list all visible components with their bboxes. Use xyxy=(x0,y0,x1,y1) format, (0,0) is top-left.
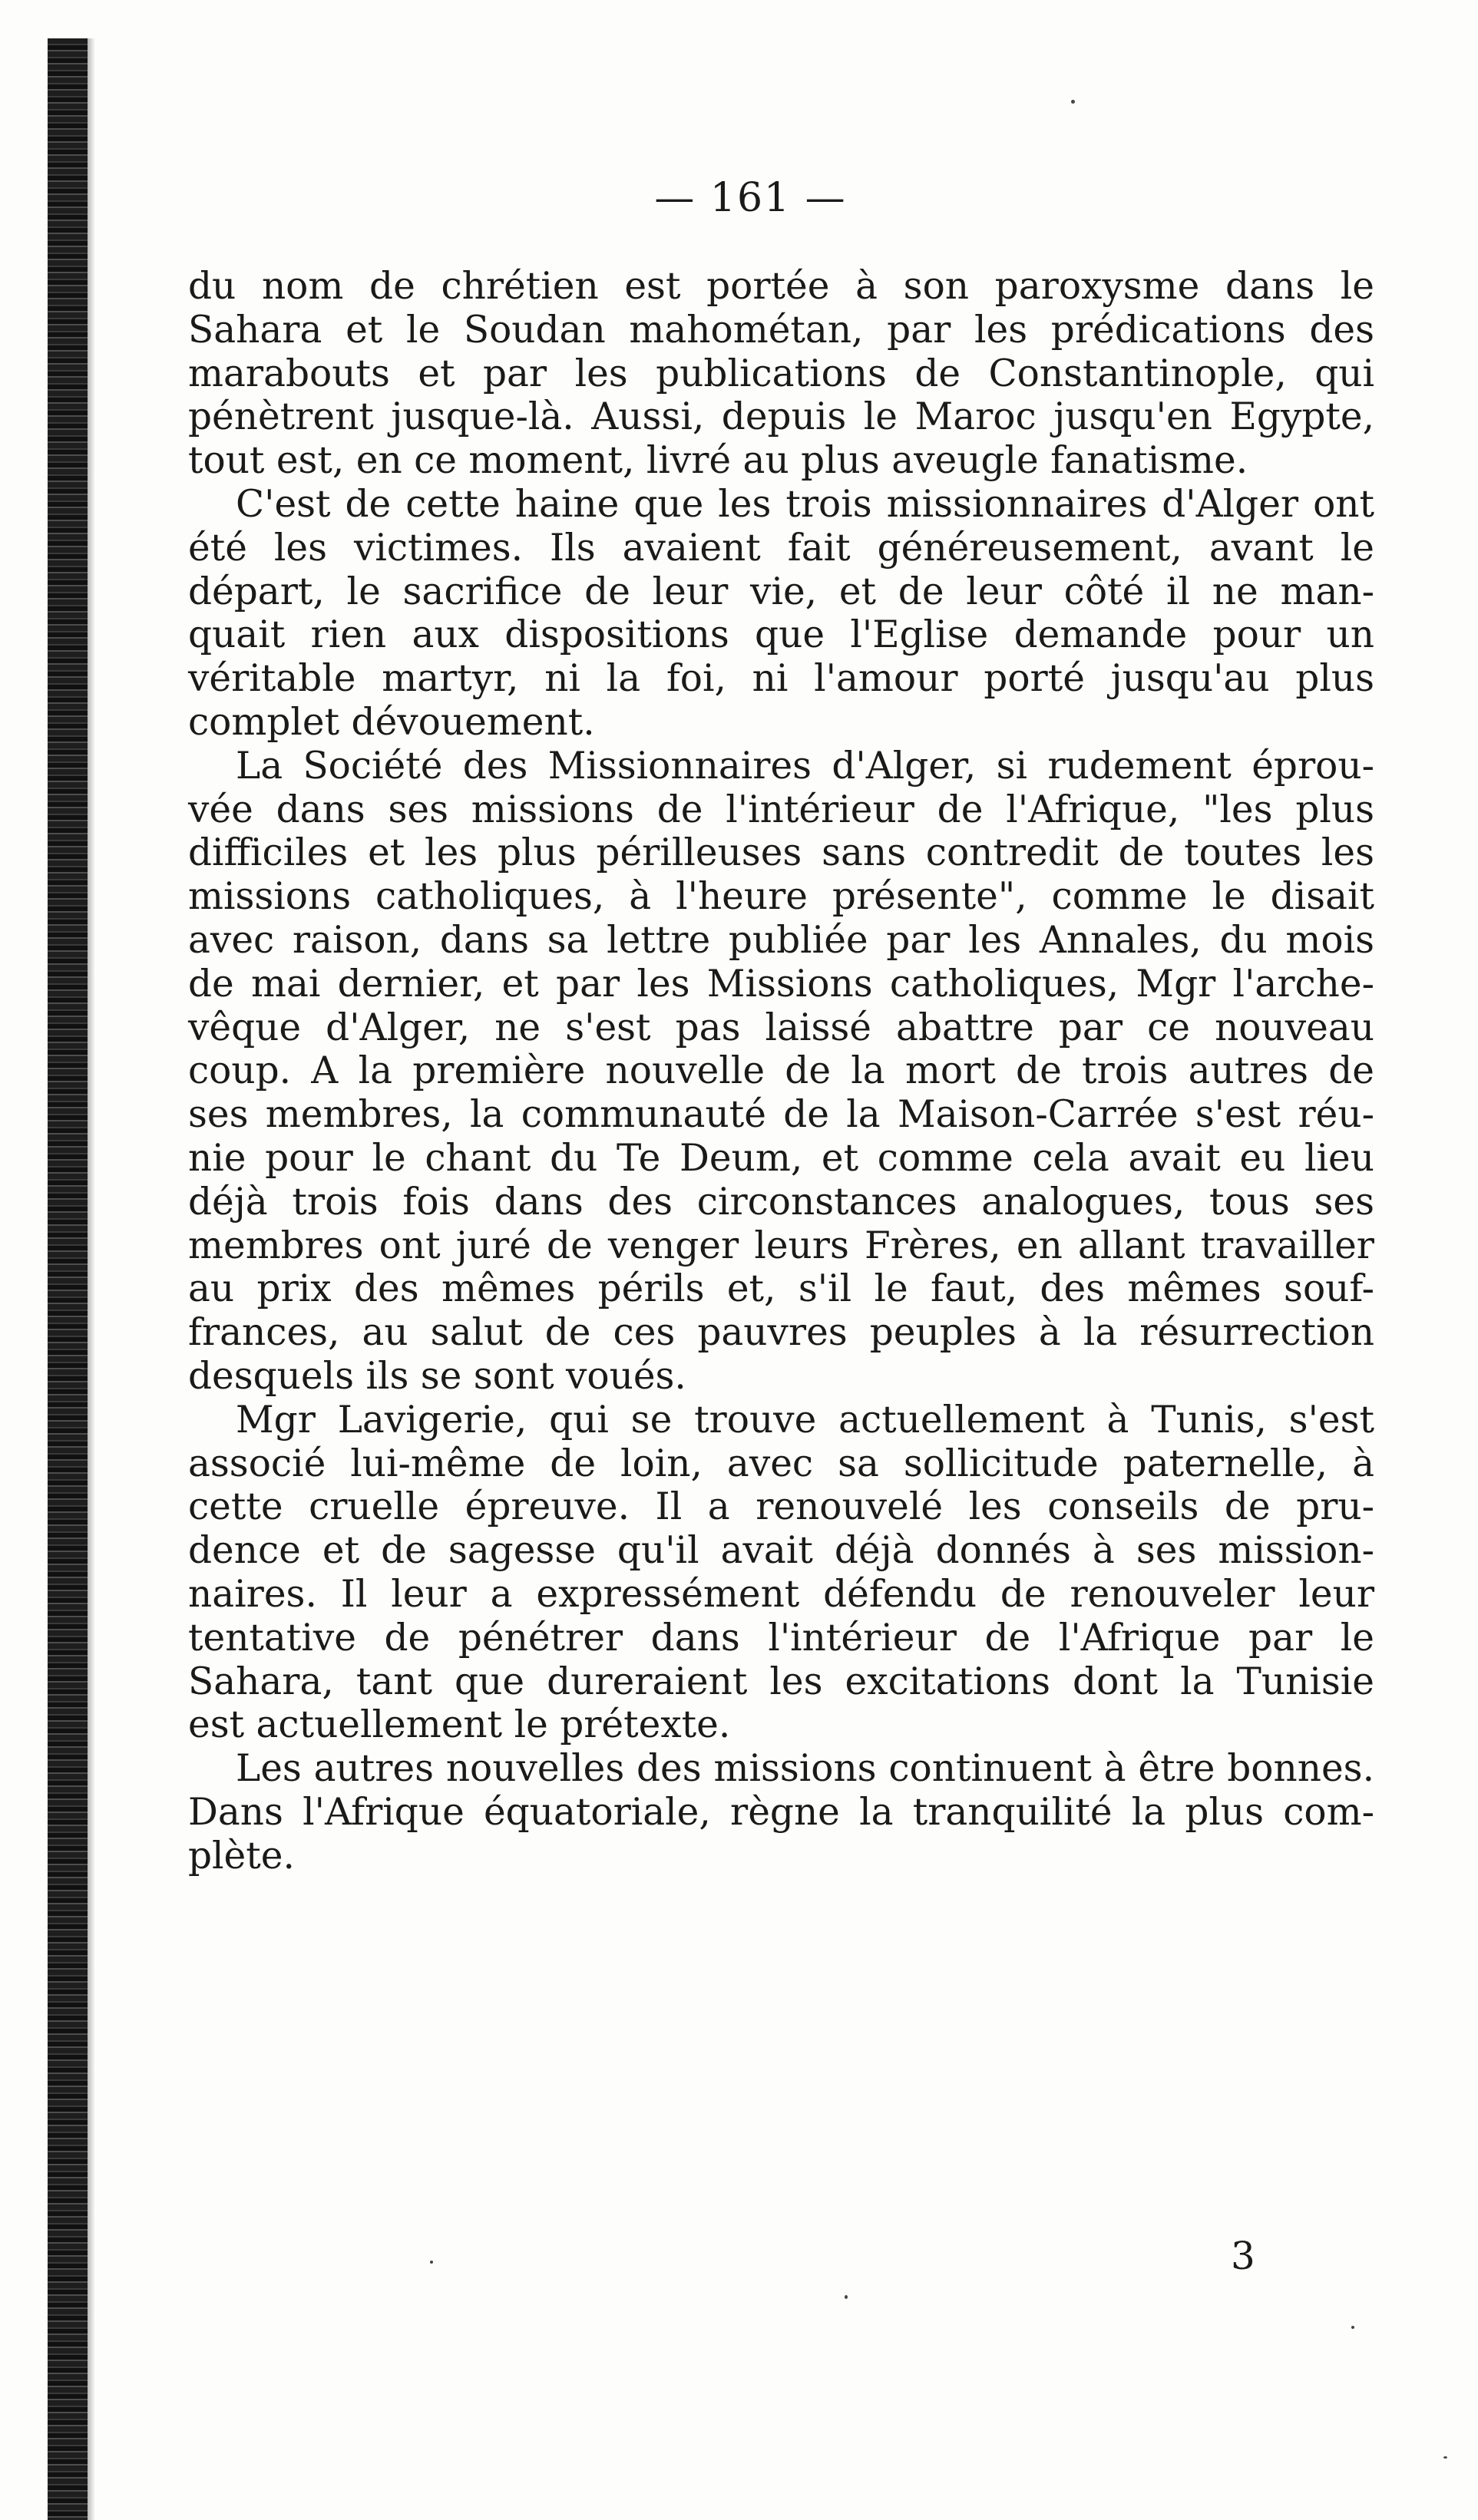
text-line: avec raison, dans sa lettre publiée par les Annales, du mois xyxy=(188,918,1374,962)
text-line: C'est de cette haine que les trois missionnaires d'Alger ont xyxy=(236,482,1374,526)
text-line: dence et de sagesse qu'il avait déjà donnés à ses mission- xyxy=(188,1529,1374,1573)
paragraph-3 xyxy=(188,745,1374,1399)
text-line: départ, le sacrifice de leur vie, et de leur côté il ne man- xyxy=(188,570,1374,613)
ink-speck xyxy=(1071,100,1075,104)
text-line: est actuellement le prétexte. xyxy=(188,1703,731,1747)
text-line: Sahara et le Soudan mahométan, par les prédications des xyxy=(188,308,1374,352)
text-line: de mai dernier, et par les Missions catholiques, Mgr l'arche- xyxy=(188,962,1374,1006)
ink-speck xyxy=(430,2261,433,2264)
text-line: cette cruelle épreuve. Il a renouvelé les conseils de pru- xyxy=(188,1485,1374,1529)
paragraph-5 xyxy=(188,1747,1374,1878)
text-line: Sahara, tant que dureraient les excitations dont la Tunisie xyxy=(188,1660,1374,1703)
text-line: Dans l'Afrique équatoriale, règne la tranquilité la plus com- xyxy=(188,1790,1374,1834)
text-line: du nom de chrétien est portée à son paroxysme dans le xyxy=(188,265,1374,308)
book-binding-edge xyxy=(48,38,88,2520)
signature-mark: 3 xyxy=(1231,2234,1255,2278)
text-line: difficiles et les plus périlleuses sans contredit de toutes les xyxy=(188,831,1374,875)
text-line: vée dans ses missions de l'intérieur de l'Afrique, "les plus xyxy=(188,788,1374,831)
body-text xyxy=(188,265,1374,1878)
text-line: au prix des mêmes périls et, s'il le faut, des mêmes souf- xyxy=(188,1267,1374,1311)
paragraph-4 xyxy=(188,1399,1374,1747)
text-line: tout est, en ce moment, livré au plus aveugle fanatisme. xyxy=(188,439,1248,483)
text-line: complet dévouement. xyxy=(188,700,595,744)
text-line: Mgr Lavigerie, qui se trouve actuellement à Tunis, s'est xyxy=(236,1398,1374,1442)
ink-speck xyxy=(1443,2456,1447,2459)
text-line: naires. Il leur a expressément défendu de renouveler leur xyxy=(188,1572,1374,1616)
text-line: associé lui-même de loin, avec sa sollicitude paternelle, à xyxy=(188,1442,1374,1485)
text-line: membres ont juré de venger leurs Frères, en allant travailler xyxy=(188,1224,1374,1267)
text-line: coup. A la première nouvelle de la mort de trois autres de xyxy=(188,1049,1374,1093)
text-line: déjà trois fois dans des circonstances analogues, tous ses xyxy=(188,1180,1374,1224)
text-line: nie pour le chant du Te Deum, et comme cela avait eu lieu xyxy=(188,1136,1374,1180)
text-line: tentative de pénétrer dans l'intérieur de l'Afrique par le xyxy=(188,1616,1374,1660)
text-line: pénètrent jusque-là. Aussi, depuis le Maroc jusqu'en Egypte, xyxy=(188,395,1374,439)
paragraph-2 xyxy=(188,483,1374,745)
text-line: Les autres nouvelles des missions continuent à être bonnes. xyxy=(236,1747,1374,1791)
text-line: véritable martyr, ni la foi, ni l'amour porté jusqu'au plus xyxy=(188,657,1374,701)
text-line: marabouts et par les publications de Constantinople, qui xyxy=(188,352,1374,395)
page-number: — 161 — xyxy=(654,175,847,221)
paragraph-1 xyxy=(188,265,1374,483)
text-line: desquels ils se sont voués. xyxy=(188,1354,686,1398)
ink-speck xyxy=(845,2295,848,2299)
text-line: frances, au salut de ces pauvres peuples à la résurrection xyxy=(188,1311,1374,1355)
text-line: été les victimes. Ils avaient fait généreusement, avant le xyxy=(188,526,1374,570)
text-line: plète. xyxy=(188,1834,295,1878)
text-line: quait rien aux dispositions que l'Eglise demande pour un xyxy=(188,613,1374,657)
text-line: La Société des Missionnaires d'Alger, si rudement éprou- xyxy=(236,744,1374,788)
text-line: vêque d'Alger, ne s'est pas laissé abattre par ce nouveau xyxy=(188,1006,1374,1049)
text-line: missions catholiques, à l'heure présente", comme le disait xyxy=(188,875,1374,919)
text-line: ses membres, la communauté de la Maison-Carrée s'est réu- xyxy=(188,1093,1374,1137)
ink-speck xyxy=(1351,2326,1354,2329)
